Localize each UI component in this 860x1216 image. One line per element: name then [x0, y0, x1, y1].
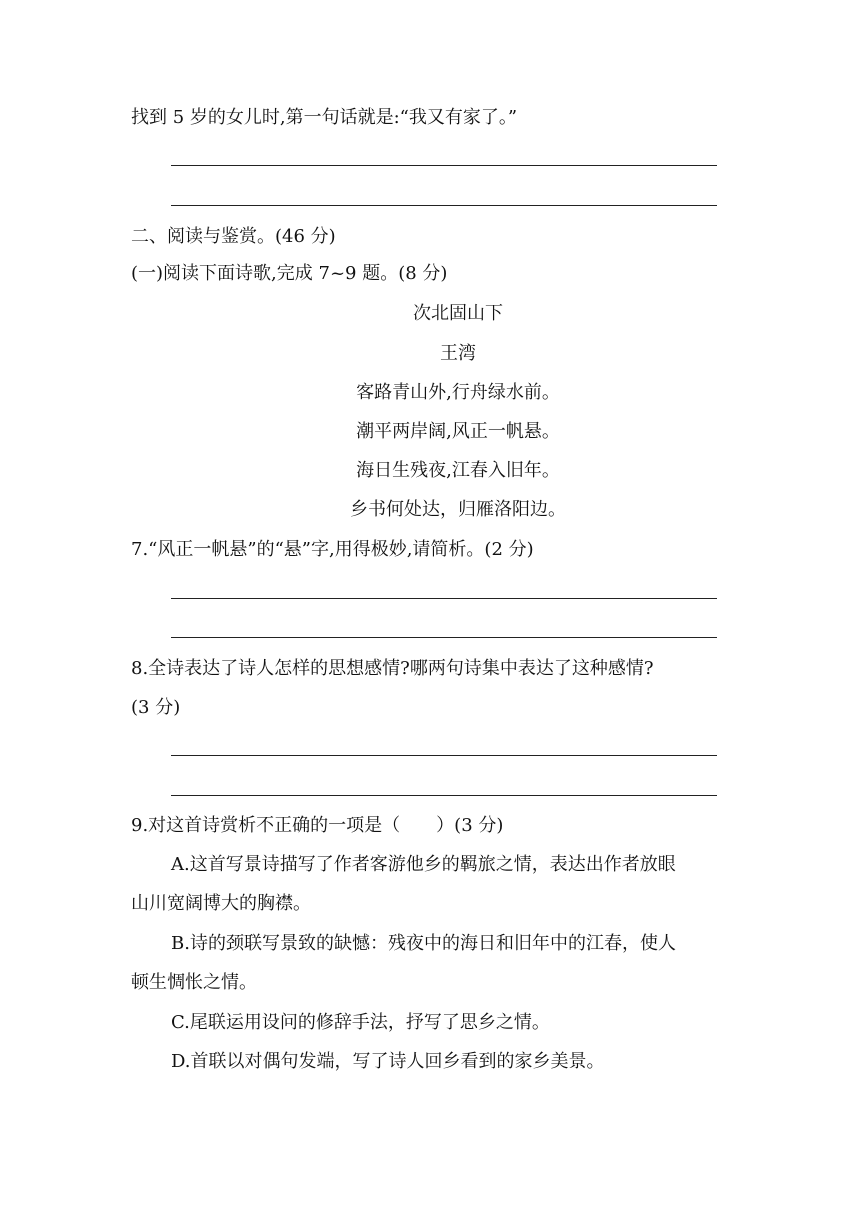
answer-line: [171, 205, 717, 206]
poem-line: 客路青山外,行舟绿水前。: [356, 382, 560, 403]
poem-line: 乡书何处达，归雁洛阳边。: [350, 499, 566, 520]
answer-line: [171, 165, 717, 166]
answer-line: [171, 795, 717, 796]
option-d: D.首联以对偶句发端，写了诗人回乡看到的家乡美景。: [171, 1051, 605, 1072]
option-a-line1: A.这首写景诗描写了作者客游他乡的羁旅之情，表达出作者放眼: [171, 854, 676, 875]
question-9-stem: 9.对这首诗赏析不正确的一项是（ ）(3 分): [131, 815, 504, 836]
poem-line: 海日生残夜,江春入旧年。: [356, 460, 560, 481]
option-b-line1: B.诗的颈联写景致的缺憾：残夜中的海日和旧年中的江春，使人: [171, 933, 676, 954]
poem-title: 次北固山下: [413, 303, 503, 324]
carryover-text: 找到 5 岁的女儿时,第一句话就是:“我又有家了。”: [131, 107, 518, 128]
section-heading: 二、阅读与鉴赏。(46 分): [131, 226, 336, 247]
question-7: 7.“风正一帆悬”的“悬”字,用得极妙,请简析。(2 分): [131, 539, 534, 560]
answer-line: [171, 637, 717, 638]
answer-line: [171, 755, 717, 756]
part-instruction: (一)阅读下面诗歌,完成 7~9 题。(8 分): [131, 263, 448, 284]
question-8-line1: 8.全诗表达了诗人怎样的思想感情?哪两句诗集中表达了这种感情?: [131, 658, 654, 679]
option-c: C.尾联运用设问的修辞手法，抒写了思乡之情。: [171, 1012, 550, 1033]
option-b-line2: 顿生惆怅之情。: [131, 972, 257, 993]
question-8-line2: (3 分): [131, 697, 181, 718]
option-a-line2: 山川宽阔博大的胸襟。: [131, 893, 311, 914]
poem-author: 王湾: [440, 343, 476, 364]
poem-line: 潮平两岸阔,风正一帆悬。: [356, 421, 560, 442]
answer-line: [171, 598, 717, 599]
